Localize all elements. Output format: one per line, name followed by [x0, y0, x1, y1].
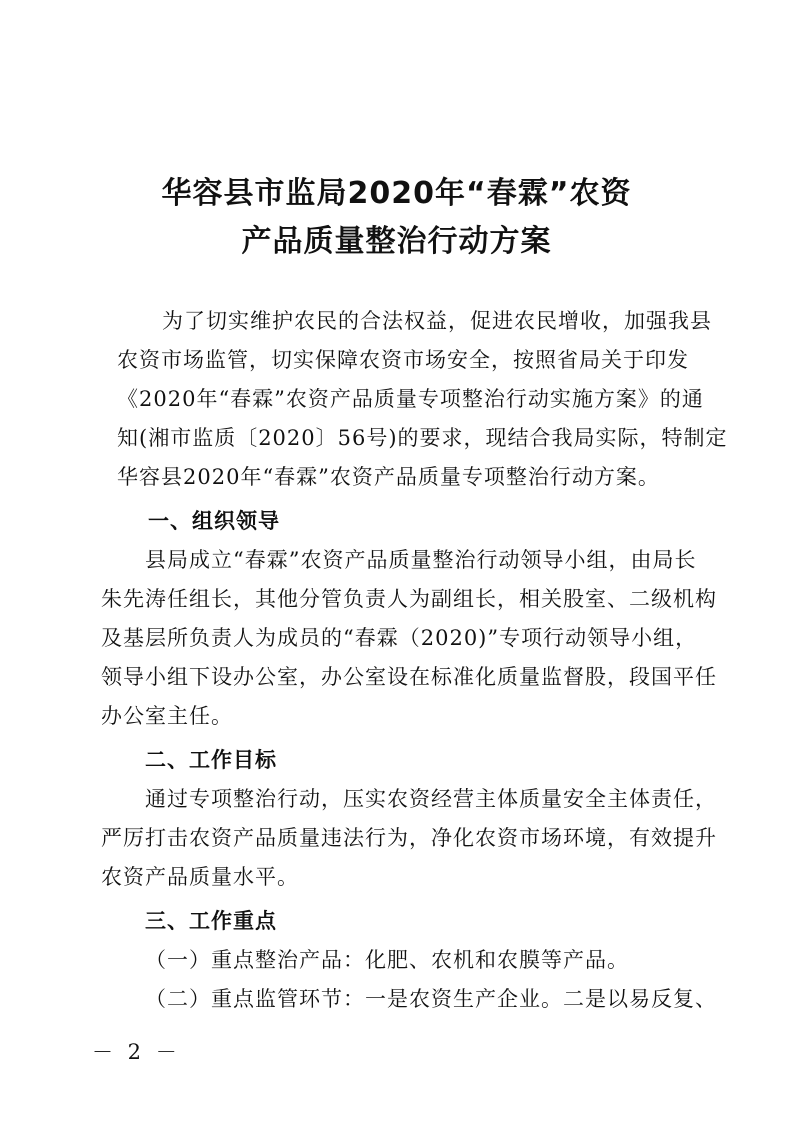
section3-line-1: （一）重点整治产品：化肥、农机和农膜等产品。	[145, 948, 629, 972]
intro-line-1: 为了切实维护农民的合法权益，促进农民增收，加强我县	[162, 309, 712, 333]
intro-line-4: 知(湘市监质〔2020〕56号)的要求，现结合我局实际，特制定	[117, 426, 728, 450]
document-title-line-1: 华容县市监局2020年“春霖”农资	[161, 176, 632, 211]
section2-line-3: 农资产品质量水平。	[101, 865, 299, 889]
section1-line-2: 朱先涛任组长，其他分管负责人为副组长，相关股室、二级机构	[101, 587, 717, 611]
page-number: － 2 －	[92, 1040, 181, 1064]
document-title-line-2: 产品质量整治行动方案	[241, 224, 552, 259]
section1-line-4: 领导小组下设办公室，办公室设在标准化质量监督股，段国平任	[101, 665, 717, 689]
section3-line-2: （二）重点监管环节：一是农资生产企业。二是以易反复、	[145, 987, 717, 1011]
intro-line-2: 农资市场监管，切实保障农资市场安全，按照省局关于印发	[117, 348, 689, 372]
section2-line-1: 通过专项整治行动，压实农资经营主体质量安全主体责任，	[145, 787, 717, 811]
intro-line-5: 华容县2020年“春霖”农资产品质量专项整治行动方案。	[117, 465, 660, 489]
section-heading-focus: 三、工作重点	[145, 909, 277, 933]
section1-line-1: 县局成立“春霖”农资产品质量整治行动领导小组，由局长	[145, 548, 697, 572]
section1-line-5: 办公室主任。	[101, 704, 233, 728]
section2-line-2: 严厉打击农资产品质量违法行为，净化农资市场环境，有效提升	[101, 826, 717, 850]
intro-line-3: 《2020年“春霖”农资产品质量专项整治行动实施方案》的通	[117, 387, 704, 411]
section1-line-3: 及基层所负责人为成员的“春霖（2020)”专项行动领导小组，	[101, 626, 698, 650]
section-heading-organization: 一、组织领导	[148, 509, 280, 533]
section-heading-goals: 二、工作目标	[145, 748, 277, 772]
